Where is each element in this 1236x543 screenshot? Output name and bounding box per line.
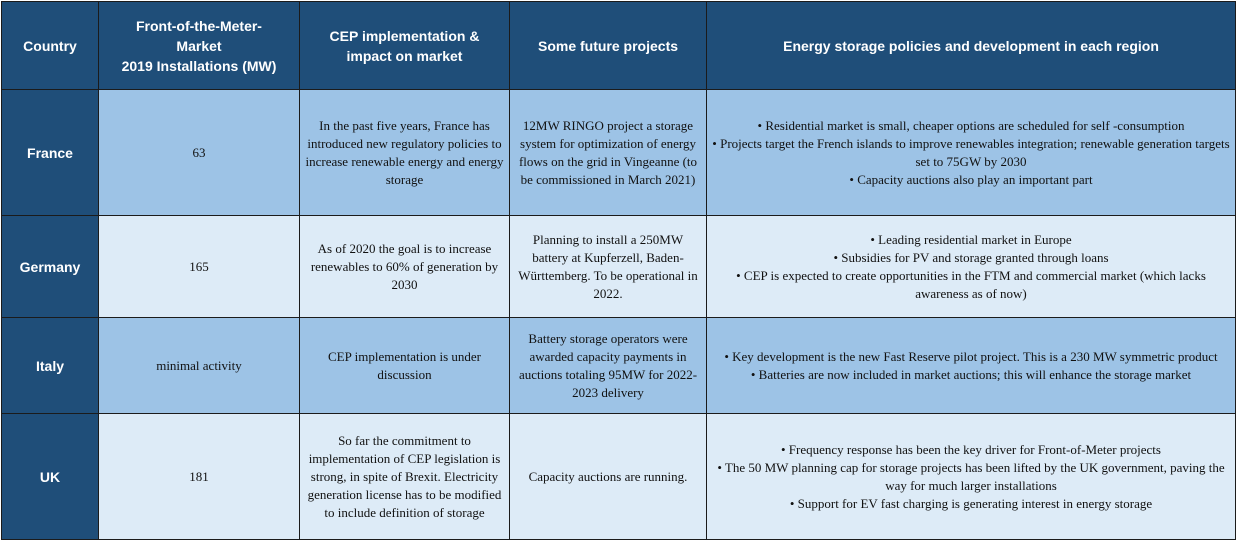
header-row [2,2,1236,90]
country-cell: UK [2,414,99,540]
country-cell: Germany [2,216,99,318]
country-cell: France [2,90,99,216]
cep-cell: CEP implementation is under discussion [300,318,510,414]
ftm-cell: 181 [99,414,300,540]
cep-cell: As of 2020 the goal is to increase renewables to 60% of generation by 2030 [300,216,510,318]
future-projects-cell: Capacity auctions are running. [510,414,707,540]
cep-cell: In the past five years, France has introduced new regulatory policies to increase renewable energy and energy storage [300,90,510,216]
table-row-france [2,90,1236,216]
policy-cell: • Residential market is small, cheaper options are scheduled for self -consumption • Projects target the French islands to improve renewables integration; renewable generation targets set to 75GW by 2030 • Capacity auctions also play an important part [707,90,1236,216]
header-storage-policies: Energy storage policies and development in each region [707,2,1236,90]
country-cell: Italy [2,318,99,414]
header-cep-implementation: CEP implementation & impact on market [300,2,510,90]
ftm-cell: minimal activity [99,318,300,414]
header-future-projects: Some future projects [510,2,707,90]
future-projects-cell: Planning to install a 250MW battery at Kupferzell, Baden-Württemberg. To be operational in 2022. [510,216,707,318]
future-projects-cell: 12MW RINGO project a storage system for optimization of energy flows on the grid in Vingeanne (to be commissioned in March 2021) [510,90,707,216]
header-ftm-installations: Front-of-the-Meter- Market 2019 Installations (MW) [99,2,300,90]
table-row-uk [2,414,1236,540]
policy-cell: • Leading residential market in Europe • Subsidies for PV and storage granted through loans • CEP is expected to create opportunities in the FTM and commercial market (which lacks awareness as of now) [707,216,1236,318]
ftm-cell: 165 [99,216,300,318]
table-row-germany [2,216,1236,318]
future-projects-cell: Battery storage operators were awarded capacity payments in auctions totaling 95MW for 2022-2023 delivery [510,318,707,414]
header-country: Country [2,2,99,90]
table-row-italy [2,318,1236,414]
ftm-cell: 63 [99,90,300,216]
energy-storage-table [1,1,1236,540]
cep-cell: So far the commitment to implementation of CEP legislation is strong, in spite of Brexit. Electricity generation license has to be modified to include definition of storage [300,414,510,540]
policy-cell: • Key development is the new Fast Reserve pilot project. This is a 230 MW symmetric product • Batteries are now included in market auctions; this will enhance the storage market [707,318,1236,414]
policy-cell: • Frequency response has been the key driver for Front-of-Meter projects • The 50 MW planning cap for storage projects has been lifted by the UK government, paving the way for much larger installations • Support for EV fast charging is generating interest in energy storage [707,414,1236,540]
